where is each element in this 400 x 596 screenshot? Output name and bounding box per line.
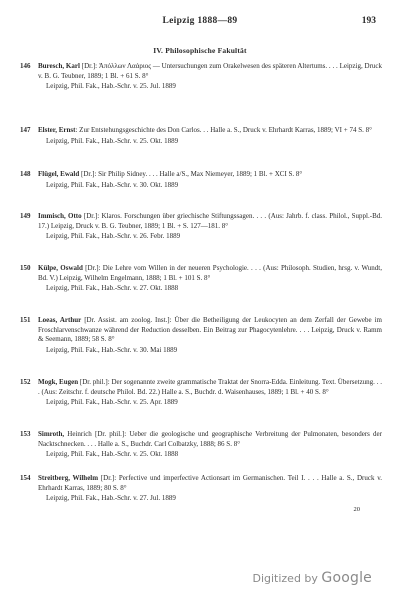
section-title: IV. Philosophische Fakultät xyxy=(153,46,247,55)
entry-number: 153 xyxy=(20,430,31,438)
entry-text: [Dr. Assist. am zoolog. Inst.]: Über die Betheiligung der Leukocyten an dem Zerfall der Gewebe im Froschlarvenschwanze während der Reduction desselben. Ein Beitrag zur Phagocytenlehre. . . . Leipzig, Druck v. Ramm & Seemann, 1889; 58 S. 8° xyxy=(38,316,382,344)
entry-number: 147 xyxy=(20,126,31,134)
list-item xyxy=(20,316,382,355)
list-item xyxy=(20,170,382,190)
entry-note: Leipzig, Phil. Fak., Hab.-Schr. v. 25. Okt. 1889 xyxy=(46,136,179,145)
entry-text: Heinrich [Dr. phil.]: Ueber die geologische und geographische Verbreitung der Pulmonaten, besonders der Nacktschnecken. . . . Halle a. S., Buchdr. Carl Colbatzky, 1888; 86 S. 8° xyxy=(38,430,382,448)
entry-note: Leipzig, Phil. Fak., Hab.-Schr. v. 26. Febr. 1889 xyxy=(46,232,181,241)
list-item xyxy=(20,126,382,146)
entry-note: Leipzig, Phil. Fak., Hab.-Schr. v. 25. Jul. 1889 xyxy=(46,82,176,91)
entry-text: [Dr.]: Ἀπόλλων Λαάριος — Untersuchungen zum Orakelwesen des späteren Altertums. . . . Leipzig, Druck v. B. G. Teubner, 1889; 1 Bl. + 61 S. 8° xyxy=(38,62,383,80)
entry-number: 151 xyxy=(20,316,31,324)
entry-note: Leipzig, Phil. Fak., Hab.-Schr. v. 25. Apr. 1889 xyxy=(46,398,178,407)
entry-number: 146 xyxy=(20,62,31,70)
entry-note: Leipzig, Phil. Fak., Hab.-Schr. v. 30. Okt. 1889 xyxy=(46,180,179,189)
entry-author: Immisch, Otto xyxy=(38,212,82,220)
entry-number: 154 xyxy=(20,474,31,482)
entry-text: [Dr.]: Sir Philip Sidney. . . . Halle a/S., Max Niemeyer, 1889; 1 Bl. + XCI S. 8° xyxy=(79,170,303,178)
entry-author: Mogk, Eugen xyxy=(38,378,79,386)
watermark-prefix: Digitized by xyxy=(252,572,318,585)
entry-text: [Dr.]: Klaros. Forschungen über griechische Stiftungssagen. . . . (Aus: Jahrb. f. class. Philol., Suppl.-Bd. 17.) Leipzig, Druck v. B. G. Teubner, 1889; 1 Bl. + S. 127—181. 8° xyxy=(38,212,382,230)
entry-note: Leipzig, Phil. Fak., Hab.-Schr. v. 27. Okt. 1888 xyxy=(46,284,179,293)
entry-note: Leipzig, Phil. Fak., Hab.-Schr. v. 25. Okt. 1888 xyxy=(46,450,179,459)
entry-author: Streitberg, Wilhelm xyxy=(38,474,99,482)
entry-text: [Dr. phil.]: Der sogenannte zweite grammatische Traktat der Snorra-Edda. Einleitung. Text. Übersetzung. . . . (Aus: Zeitschr. f. deutsche Philol. Bd. 22.) Halle a. S., Buchdr. d. Waisenhauses, 1889; 1 Bl. + 40 S. 8° xyxy=(38,378,383,396)
entry-note: Leipzig, Phil. Fak., Hab.-Schr. v. 30. Mai 1889 xyxy=(46,345,178,354)
entry-author: Elster, Ernst xyxy=(38,126,76,134)
entry-number: 152 xyxy=(20,378,31,386)
entry-number: 148 xyxy=(20,170,31,178)
list-item xyxy=(20,430,382,460)
list-item xyxy=(20,212,382,242)
list-item xyxy=(20,264,382,294)
list-item xyxy=(20,378,382,408)
page-number: 193 xyxy=(361,16,376,26)
signature-mark: 20 xyxy=(353,506,360,513)
list-item xyxy=(20,474,382,504)
entry-text: [Dr.]: Perfective und imperfective Actionsart im Germanischen. Teil I. . . . Halle a. S., Druck v. Ehrhardt Karras, 1889; 80 S. 8° xyxy=(38,474,383,492)
digitized-watermark xyxy=(252,570,372,586)
entry-author: Buresch, Karl xyxy=(38,62,80,70)
entry-author: Simroth, xyxy=(38,430,65,438)
entry-number: 149 xyxy=(20,212,31,220)
entry-note: Leipzig, Phil. Fak., Hab.-Schr. v. 27. Jul. 1889 xyxy=(46,494,176,503)
entry-author: Loeas, Arthur xyxy=(38,316,82,324)
header-title: Leipzig 1888—89 xyxy=(162,16,238,26)
entry-text: : Zur Entstehungsgeschichte des Don Carlos. . . Halle a. S., Druck v. Ehrhardt Karras, 1889; VI + 74 S. 8° xyxy=(75,126,372,134)
entry-author: Külpe, Oswald xyxy=(38,264,83,272)
entry-author: Flügel, Ewald xyxy=(38,170,80,178)
entry-number: 150 xyxy=(20,264,31,272)
entry-text: [Dr.]: Die Lehre vom Willen in der neueren Psychologie. . . . (Aus: Philosoph. Studien, hrsg. v. Wundt, Bd. V.) Leipzig, Wilhelm Engelmann, 1888; 1 Bl. + 101 S. 8° xyxy=(38,264,382,282)
running-header xyxy=(0,16,400,30)
list-item xyxy=(20,62,382,92)
watermark-brand: Google xyxy=(321,570,372,586)
